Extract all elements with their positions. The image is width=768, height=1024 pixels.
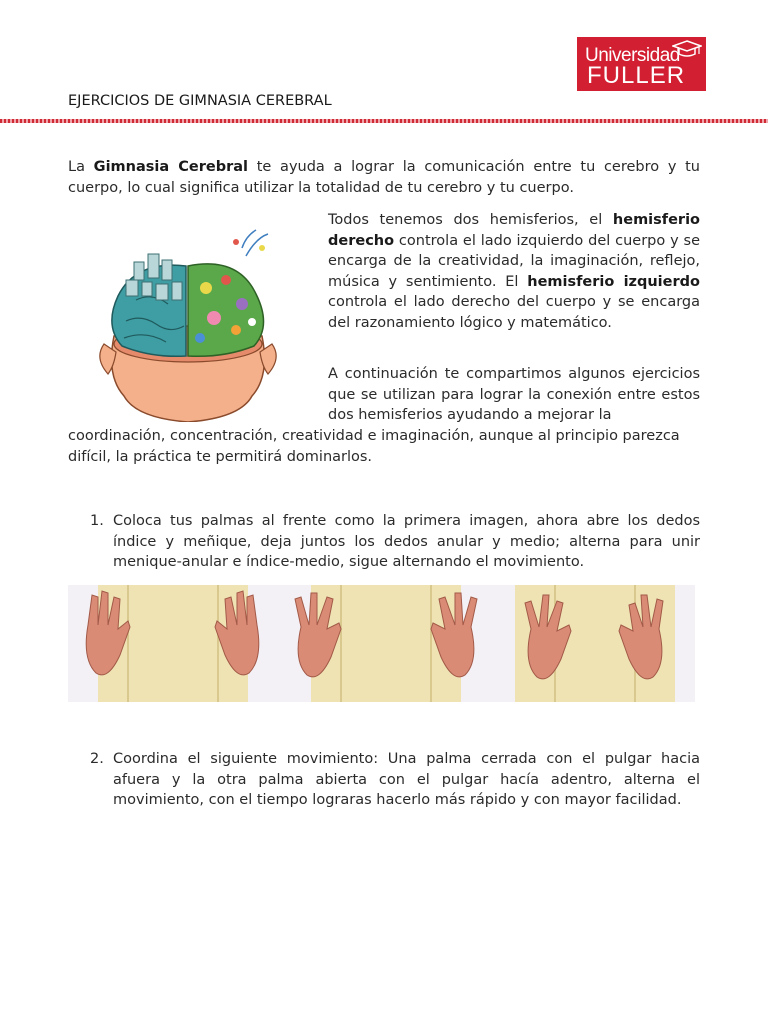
hands-photo-3 <box>495 585 695 702</box>
header-divider <box>0 119 768 123</box>
left-hemisphere-term: hemisferio izquierdo <box>527 273 700 290</box>
right-hemisphere-term: hemisferio derecho <box>328 212 700 249</box>
exercise-text: Coordina el siguiente movimiento: Una palma cerrada con el pulgar hacia afuera y la otra palma abierta con el pulgar hacía adentro, alterna el movimiento, con el tiempo lograras hacerlo más rápido y con mayor facilidad. <box>113 751 700 808</box>
hemispheres-paragraph <box>328 210 700 333</box>
hemispheres-text-continued: controla el lado izquierdo del cuerpo y se encarga de la creatividad, la imaginación, reflejo, música y sentimiento. El <box>328 232 700 290</box>
exercise-number: 2. <box>90 751 104 767</box>
exercise-number: 1. <box>90 513 104 529</box>
brain-hemispheres-illustration <box>96 226 280 422</box>
intro-paragraph <box>68 157 700 198</box>
logo-line-universidad: Universidad <box>585 45 680 66</box>
intro-text: La <box>68 159 94 175</box>
hemispheres-text-end: controla el lado derecho del cuerpo y se encarga del razonamiento lógico y matemático. <box>328 294 700 331</box>
exercise-photo-strip <box>68 585 695 702</box>
document-title: EJERCICIOS DE GIMNASIA CEREBRAL <box>68 93 332 109</box>
exercise-text: Coloca tus palmas al frente como la primera imagen, ahora abre los dedos índice y meñique, deja juntos los dedos anular y medio; alterna para unir menique-anular e índice-medio, sigue alternando el movimiento. <box>113 513 700 570</box>
logo-line-fuller: FULLER <box>587 62 686 89</box>
intro-text-continued: te ayuda a lograr la comunicación entre tu cerebro y tu cuerpo, lo cual significa utilizar la totalidad de tu cerebro y tu cuerpo. <box>68 159 700 196</box>
exercises-intro-paragraph-end: coordinación, concentración, creatividad e imaginación, aunque al principio parezca difícil, la práctica te permitirá dominarlos. <box>68 428 680 465</box>
hands-photo-1 <box>68 585 277 702</box>
university-logo <box>577 37 706 91</box>
hemispheres-text: Todos tenemos dos hemisferios, el <box>328 212 613 228</box>
hands-photo-2 <box>277 585 495 702</box>
intro-bold-term: Gimnasia Cerebral <box>93 159 249 175</box>
exercises-intro-paragraph: A continuación te compartimos algunos ejercicios que se utilizan para lograr la conexión entre estos dos hemisferios ayudando a mejorar la <box>328 366 700 423</box>
